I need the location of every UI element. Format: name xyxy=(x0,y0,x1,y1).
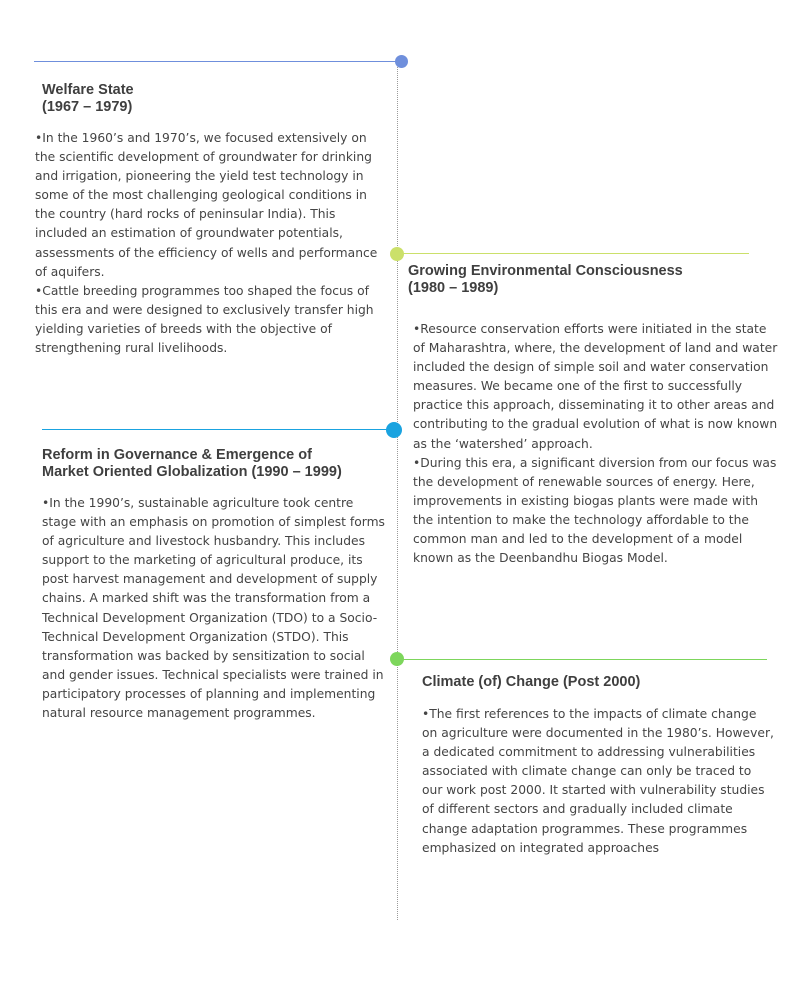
era-2-connector-line xyxy=(397,253,749,254)
timeline-axis xyxy=(397,62,398,920)
era-1-title-line-1: Welfare State xyxy=(42,82,134,98)
era-2-paragraph-2: •During this era, a significant diversion from our focus was the development of renewable sources of energy. Here, improvements in existing biogas plants were made with the intention to make the technology affordable to the common man and led to the development of a model known as the Deenbandhu Biogas Model. xyxy=(413,455,777,566)
era-3-description xyxy=(42,494,387,723)
era-2-description xyxy=(413,320,778,568)
era-1-paragraph-1: •In the 1960’s and 1970’s, we focused extensively on the scientific development of groundwater for drinking and irrigation, pioneering the yield test technology in some of the most challenging geological conditions in the country (hard rocks of peninsular India). This included an estimation of groundwater potentials, assessments of the efficiency of wells and performance of aquifers. xyxy=(35,131,378,279)
era-4-description xyxy=(422,705,774,858)
era-2-paragraph-1: •Resource conservation efforts were initiated in the state of Maharashtra, where, the development of land and water included the design of simple soil and water conservation measures. We became one of the first to successfully practice this approach, disseminating it to other areas and contributing to the gradual evolution of what is now known as the ‘watershed’ approach. xyxy=(413,322,778,451)
era-1-paragraph-2: •Cattle breeding programmes too shaped the focus of this era and were designed to exclusively transfer high yielding varieties of breeds with the objective of strengthening rural livelihoods. xyxy=(35,283,374,356)
era-2-marker-dot xyxy=(390,247,404,261)
era-2-title-line-2: (1980 – 1989) xyxy=(408,280,499,296)
era-4-paragraph-1: •The first references to the impacts of climate change on agriculture were documented in the 1980’s. However, a dedicated commitment to addressing vulnerabilities associated with climate change can only be traced to our work post 2000. It started with vulnerability studies of different sectors and gradually included climate change adaptation programmes. These programmes emphasized on integrated approaches xyxy=(422,707,774,855)
era-1-connector-line xyxy=(34,61,400,62)
era-4-title-line-1: Climate (of) Change (Post 2000) xyxy=(422,674,641,690)
era-3-title xyxy=(42,447,387,481)
era-1-marker-dot xyxy=(395,55,408,68)
era-4-title xyxy=(422,674,772,691)
era-3-marker-dot xyxy=(386,422,402,438)
era-2-title-line-1: Growing Environmental Consciousness xyxy=(408,263,683,279)
era-4-connector-line xyxy=(397,659,767,660)
era-1-title xyxy=(42,82,382,116)
era-3-title-line-1: Reform in Governance & Emergence of xyxy=(42,447,312,463)
era-4-marker-dot xyxy=(390,652,404,666)
era-3-connector-line xyxy=(42,429,392,430)
era-3-paragraph-1: •In the 1990’s, sustainable agriculture took centre stage with an emphasis on promotion of simplest forms of agriculture and livestock husbandry. This includes support to the marketing of agricultural produce, its post harvest management and development of supply chains. A marked shift was the transformation from a Technical Development Organization (TDO) to a Socio-Technical Development Organization (STDO). This transformation was backed by sensitization to social and gender issues. Technical specialists were trained in participatory processes of planning and implementing natural resource management programmes. xyxy=(42,496,385,721)
era-1-title-line-2: (1967 – 1979) xyxy=(42,99,133,115)
era-2-title xyxy=(408,263,768,297)
era-3-title-line-2: Market Oriented Globalization (1990 – 1999) xyxy=(42,464,342,480)
era-1-description xyxy=(35,129,380,358)
